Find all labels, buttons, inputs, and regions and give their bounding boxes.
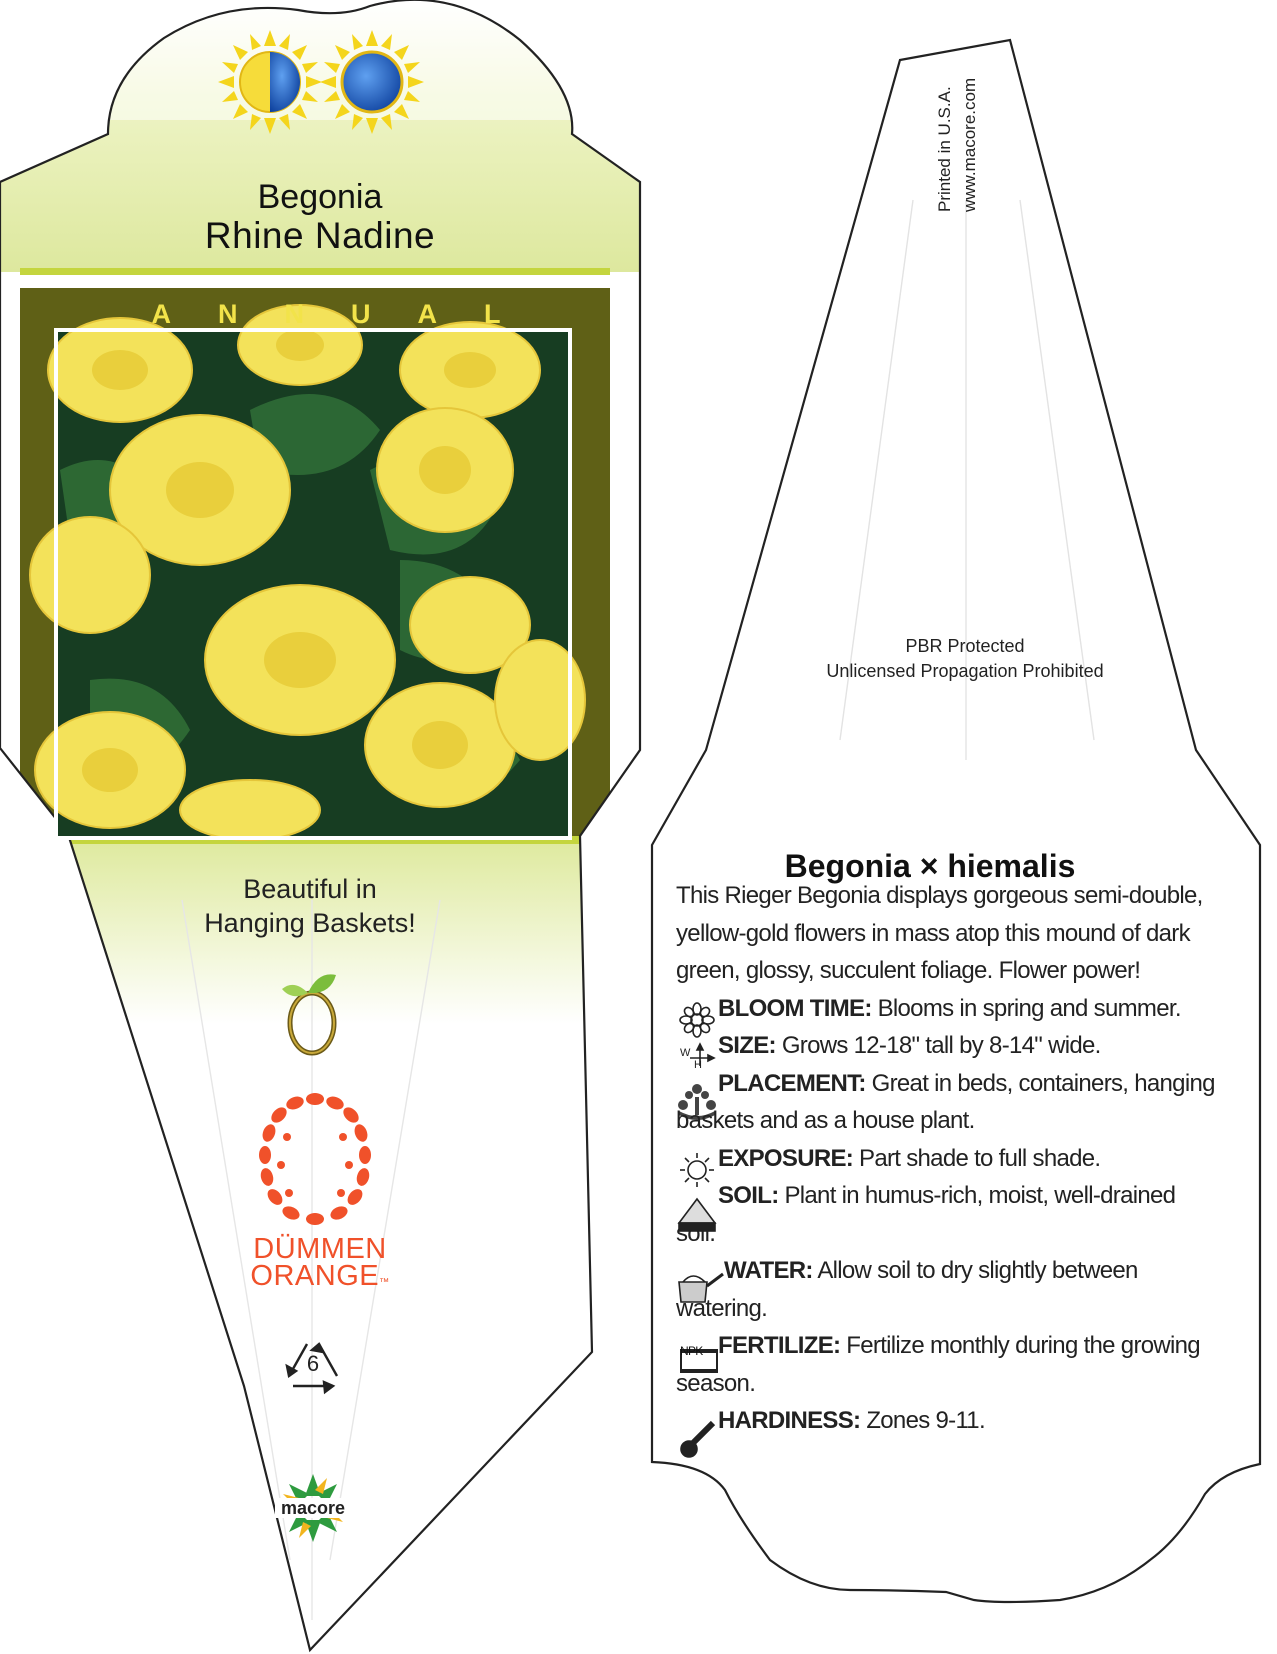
care-exposure: EXPOSURE: Part shade to full shade. bbox=[718, 1144, 1101, 1172]
care-description bbox=[678, 877, 1238, 1440]
care-soil-cont: soil. bbox=[676, 1219, 716, 1247]
tagline-line-2: Hanging Baskets! bbox=[204, 908, 416, 938]
care-water: WATER: Allow soil to dry slightly between bbox=[724, 1257, 1138, 1284]
begonia-photo bbox=[30, 305, 585, 840]
macore-logo-text: macore bbox=[280, 1498, 346, 1518]
size-icon-w: W bbox=[680, 1047, 690, 1059]
care-bloom-time: BLOOM TIME: Blooms in spring and summer. bbox=[718, 994, 1181, 1022]
category-label: ANNUAL bbox=[151, 299, 548, 329]
npk-icon-text: NPK bbox=[680, 1344, 703, 1358]
part-shade-icon bbox=[218, 30, 322, 134]
description-line: yellow-gold flowers in mass atop this mound of dark bbox=[676, 919, 1190, 947]
pbr-protected: PBR Protected bbox=[905, 636, 1025, 656]
description-line: This Rieger Begonia displays gorgeous semi-double, bbox=[676, 882, 1203, 909]
brand-name-line-2: ORANGE™ bbox=[250, 1260, 390, 1292]
care-placement: PLACEMENT: Great in beds, containers, hanging bbox=[718, 1069, 1215, 1097]
care-hardiness: HARDINESS: Zones 9-11. bbox=[718, 1407, 985, 1434]
care-size: W H SIZE: Grows 12-18" tall by 8-14" wide. bbox=[678, 1027, 1238, 1065]
recycle-number: 6 bbox=[306, 1351, 320, 1376]
care-fertilize-cont: season. bbox=[676, 1369, 756, 1397]
full-shade-icon bbox=[320, 30, 424, 134]
care-soil: SOIL: Plant in humus-rich, moist, well-drained bbox=[718, 1182, 1176, 1209]
care-fertilize: NPK FERTILIZE: Fertilize monthly during the growing bbox=[678, 1327, 1238, 1365]
care-water-cont: watering. bbox=[676, 1294, 768, 1322]
size-icon-h: H bbox=[694, 1059, 702, 1071]
brand-name-line-1: DÜMMEN bbox=[253, 1233, 387, 1265]
scientific-name: Begonia × hiemalis bbox=[784, 848, 1076, 884]
care-placement-cont: baskets and as a house plant. bbox=[676, 1107, 975, 1134]
propagation-notice: Unlicensed Propagation Prohibited bbox=[826, 661, 1104, 681]
plant-variety-name: Rhine Nadine bbox=[204, 215, 436, 256]
printed-in-usa: Printed in U.S.A. bbox=[935, 86, 954, 212]
description-line: green, glossy, succulent foliage. Flower power! bbox=[676, 957, 1141, 984]
website-url: www.macore.com bbox=[960, 77, 979, 212]
tagline-line-1: Beautiful in bbox=[243, 874, 377, 904]
plant-common-name: Begonia bbox=[257, 178, 383, 216]
